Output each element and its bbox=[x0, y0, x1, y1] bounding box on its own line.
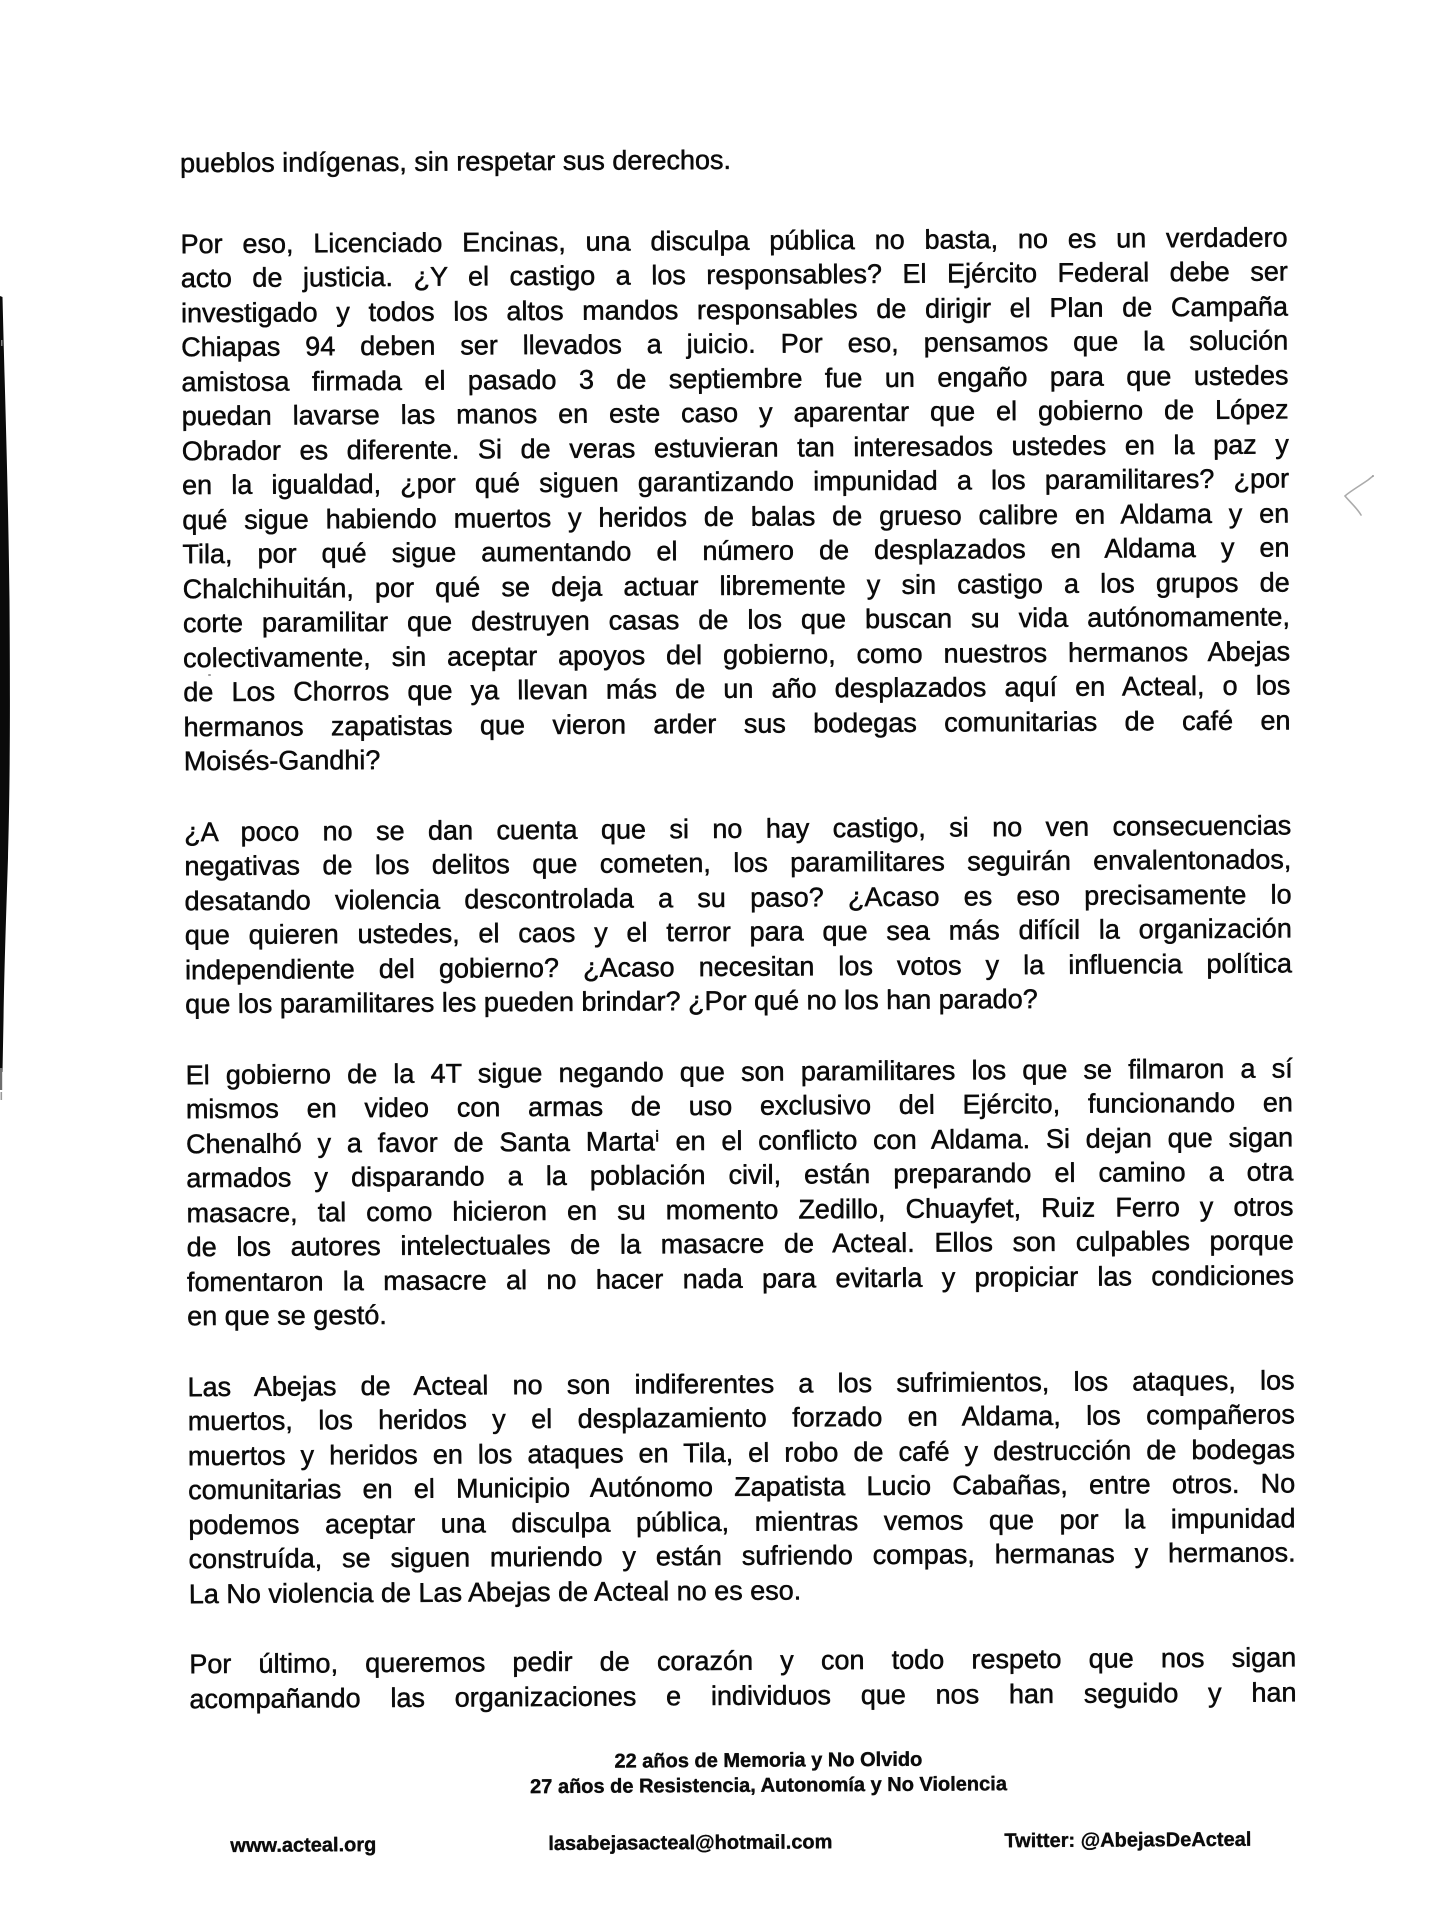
text-line: investigado y todos los altos mandos responsables de dirigir el Plan de Campaña bbox=[180, 290, 1289, 328]
letter-body bbox=[180, 139, 1297, 1863]
text-line: mismos en video con armas de uso exclusivo del Ejército, funcionando en bbox=[185, 1087, 1293, 1125]
text-line: armados y disparando a la población civil, están preparando el camino a otra bbox=[186, 1156, 1294, 1194]
text-line: hermanos zapatistas que vieron arder sus bodegas comunitarias de café en bbox=[183, 704, 1291, 742]
text-line: construída, se siguen muriendo y están sufriendo compas, hermanas y hermanos. bbox=[188, 1537, 1296, 1575]
text-line: ¿A poco no se dan cuenta que si no hay castigo, si no ven consecuencias bbox=[184, 809, 1292, 847]
text-line: desatando violencia descontrolada a su paso? ¿Acaso es eso precisamente lo bbox=[184, 878, 1292, 916]
text-line: acompañando las organizaciones e individuos que nos han seguido y han bbox=[189, 1676, 1297, 1714]
text-line: Obrador es diferente. Si de veras estuvieran tan interesados ustedes en la paz y bbox=[181, 428, 1289, 466]
text-line: en la igualdad, ¿por qué siguen garantizando impunidad a los paramilitares? ¿por bbox=[181, 463, 1290, 501]
paragraph bbox=[180, 139, 1287, 180]
text-line: qué sigue habiendo muertos y heridos de balas de grueso calibre en Aldama y en bbox=[182, 497, 1290, 535]
footer-website: www.acteal.org bbox=[230, 1834, 377, 1857]
footer-email: lasabejasacteal@hotmail.com bbox=[548, 1831, 833, 1856]
text-line: Chiapas 94 deben ser llevados a juicio. Por eso, pensamos que la solución bbox=[181, 325, 1289, 363]
text-line: que los paramilitares les pueden brindar? ¿Por qué no los han parado? bbox=[185, 984, 1038, 1020]
text-line: fomentaron la masacre al no hacer nada para evitarla y propiciar las condiciones bbox=[186, 1259, 1295, 1297]
text-line: de Los Chorros que ya llevan más de un año desplazados aquí en Acteal, o los bbox=[183, 670, 1291, 708]
text-line: Tila, por qué sigue aumentando el número de desplazados en Aldama y en bbox=[182, 532, 1290, 570]
text-line: muertos y heridos en los ataques en Tila, el robo de café y destrucción de bodegas bbox=[187, 1433, 1296, 1471]
paragraph bbox=[187, 1363, 1295, 1611]
text-line: independiente del gobierno? ¿Acaso necesitan los votos y la influencia política bbox=[184, 947, 1293, 985]
paragraph bbox=[180, 220, 1290, 779]
footer-contact-row bbox=[190, 1822, 1297, 1863]
text-line: puedan lavarse las manos en este caso y aparentar que el gobierno de López bbox=[181, 394, 1289, 432]
text-line: Chalchihuitán, por qué se deja actuar libremente y sin castigo a los grupos de bbox=[182, 566, 1290, 604]
footer-slogan-line2: 27 años de Resistencia, Autonomía y No Violencia bbox=[530, 1773, 1007, 1799]
text-line: masacre, tal como hicieron en su momento Zedillo, Chuayfet, Ruiz Ferro y otros bbox=[186, 1190, 1294, 1228]
text-line: comunitarias en el Municipio Autónomo Zapatista Lucio Cabañas, entre otros. No bbox=[188, 1468, 1296, 1506]
text-line: El gobierno de la 4T sigue negando que son paramilitares los que se filmaron a sí bbox=[185, 1052, 1293, 1090]
text-line: pueblos indígenas, sin respetar sus derechos. bbox=[180, 144, 732, 179]
text-line: en que se gestó. bbox=[187, 1300, 387, 1332]
text-line: amistosa firmada el pasado 3 de septiembre fue un engaño para que ustedes bbox=[181, 359, 1289, 397]
text-line: que quieren ustedes, el caos y el terror para que sea más difícil la organización bbox=[184, 913, 1292, 951]
scan-edge-smudge bbox=[0, 0, 30, 1200]
text-line: muertos, los heridos y el desplazamiento forzado en Aldama, los compañeros bbox=[187, 1399, 1295, 1437]
footer-slogans bbox=[215, 1745, 1322, 1802]
text-line: corte paramilitar que destruyen casas de los que buscan su vida autónomamente, bbox=[182, 601, 1290, 639]
text-line: La No violencia de Las Abejas de Acteal no es eso. bbox=[188, 1574, 802, 1609]
text-line: Por último, queremos pedir de corazón y con todo respeto que nos sigan bbox=[189, 1642, 1297, 1680]
text-line: Chenalhó y a favor de Santa Martaⁱ en el conflicto con Aldama. Si dejan que sigan bbox=[186, 1121, 1294, 1159]
text-line: podemos aceptar una disculpa pública, mientras vemos que por la impunidad bbox=[188, 1502, 1296, 1540]
text-line: de los autores intelectuales de la masacre de Acteal. Ellos son culpables porque bbox=[186, 1225, 1294, 1263]
pen-check-mark bbox=[1335, 466, 1385, 526]
text-line: acto de justicia. ¿Y el castigo a los responsables? El Ejército Federal debe ser bbox=[180, 256, 1288, 294]
footer-slogan-line1: 22 años de Memoria y No Olvido bbox=[614, 1748, 923, 1773]
text-line: Por eso, Licenciado Encinas, una disculpa pública no basta, no es un verdadero bbox=[180, 221, 1288, 259]
paragraph bbox=[186, 1051, 1295, 1334]
text-line: negativas de los delitos que cometen, los paramilitares seguirán envalentonados, bbox=[184, 844, 1292, 882]
paragraph bbox=[184, 808, 1292, 1022]
text-line: Las Abejas de Acteal no son indiferentes a los sufrimientos, los ataques, los bbox=[187, 1364, 1295, 1402]
text-line: Moisés-Gandhi? bbox=[183, 745, 381, 777]
text-line: colectivamente, sin aceptar apoyos del gobierno, como nuestros hermanos Abejas bbox=[183, 635, 1291, 673]
paragraph bbox=[189, 1640, 1296, 1716]
footer-twitter: Twitter: @AbejasDeActeal bbox=[1004, 1828, 1252, 1853]
